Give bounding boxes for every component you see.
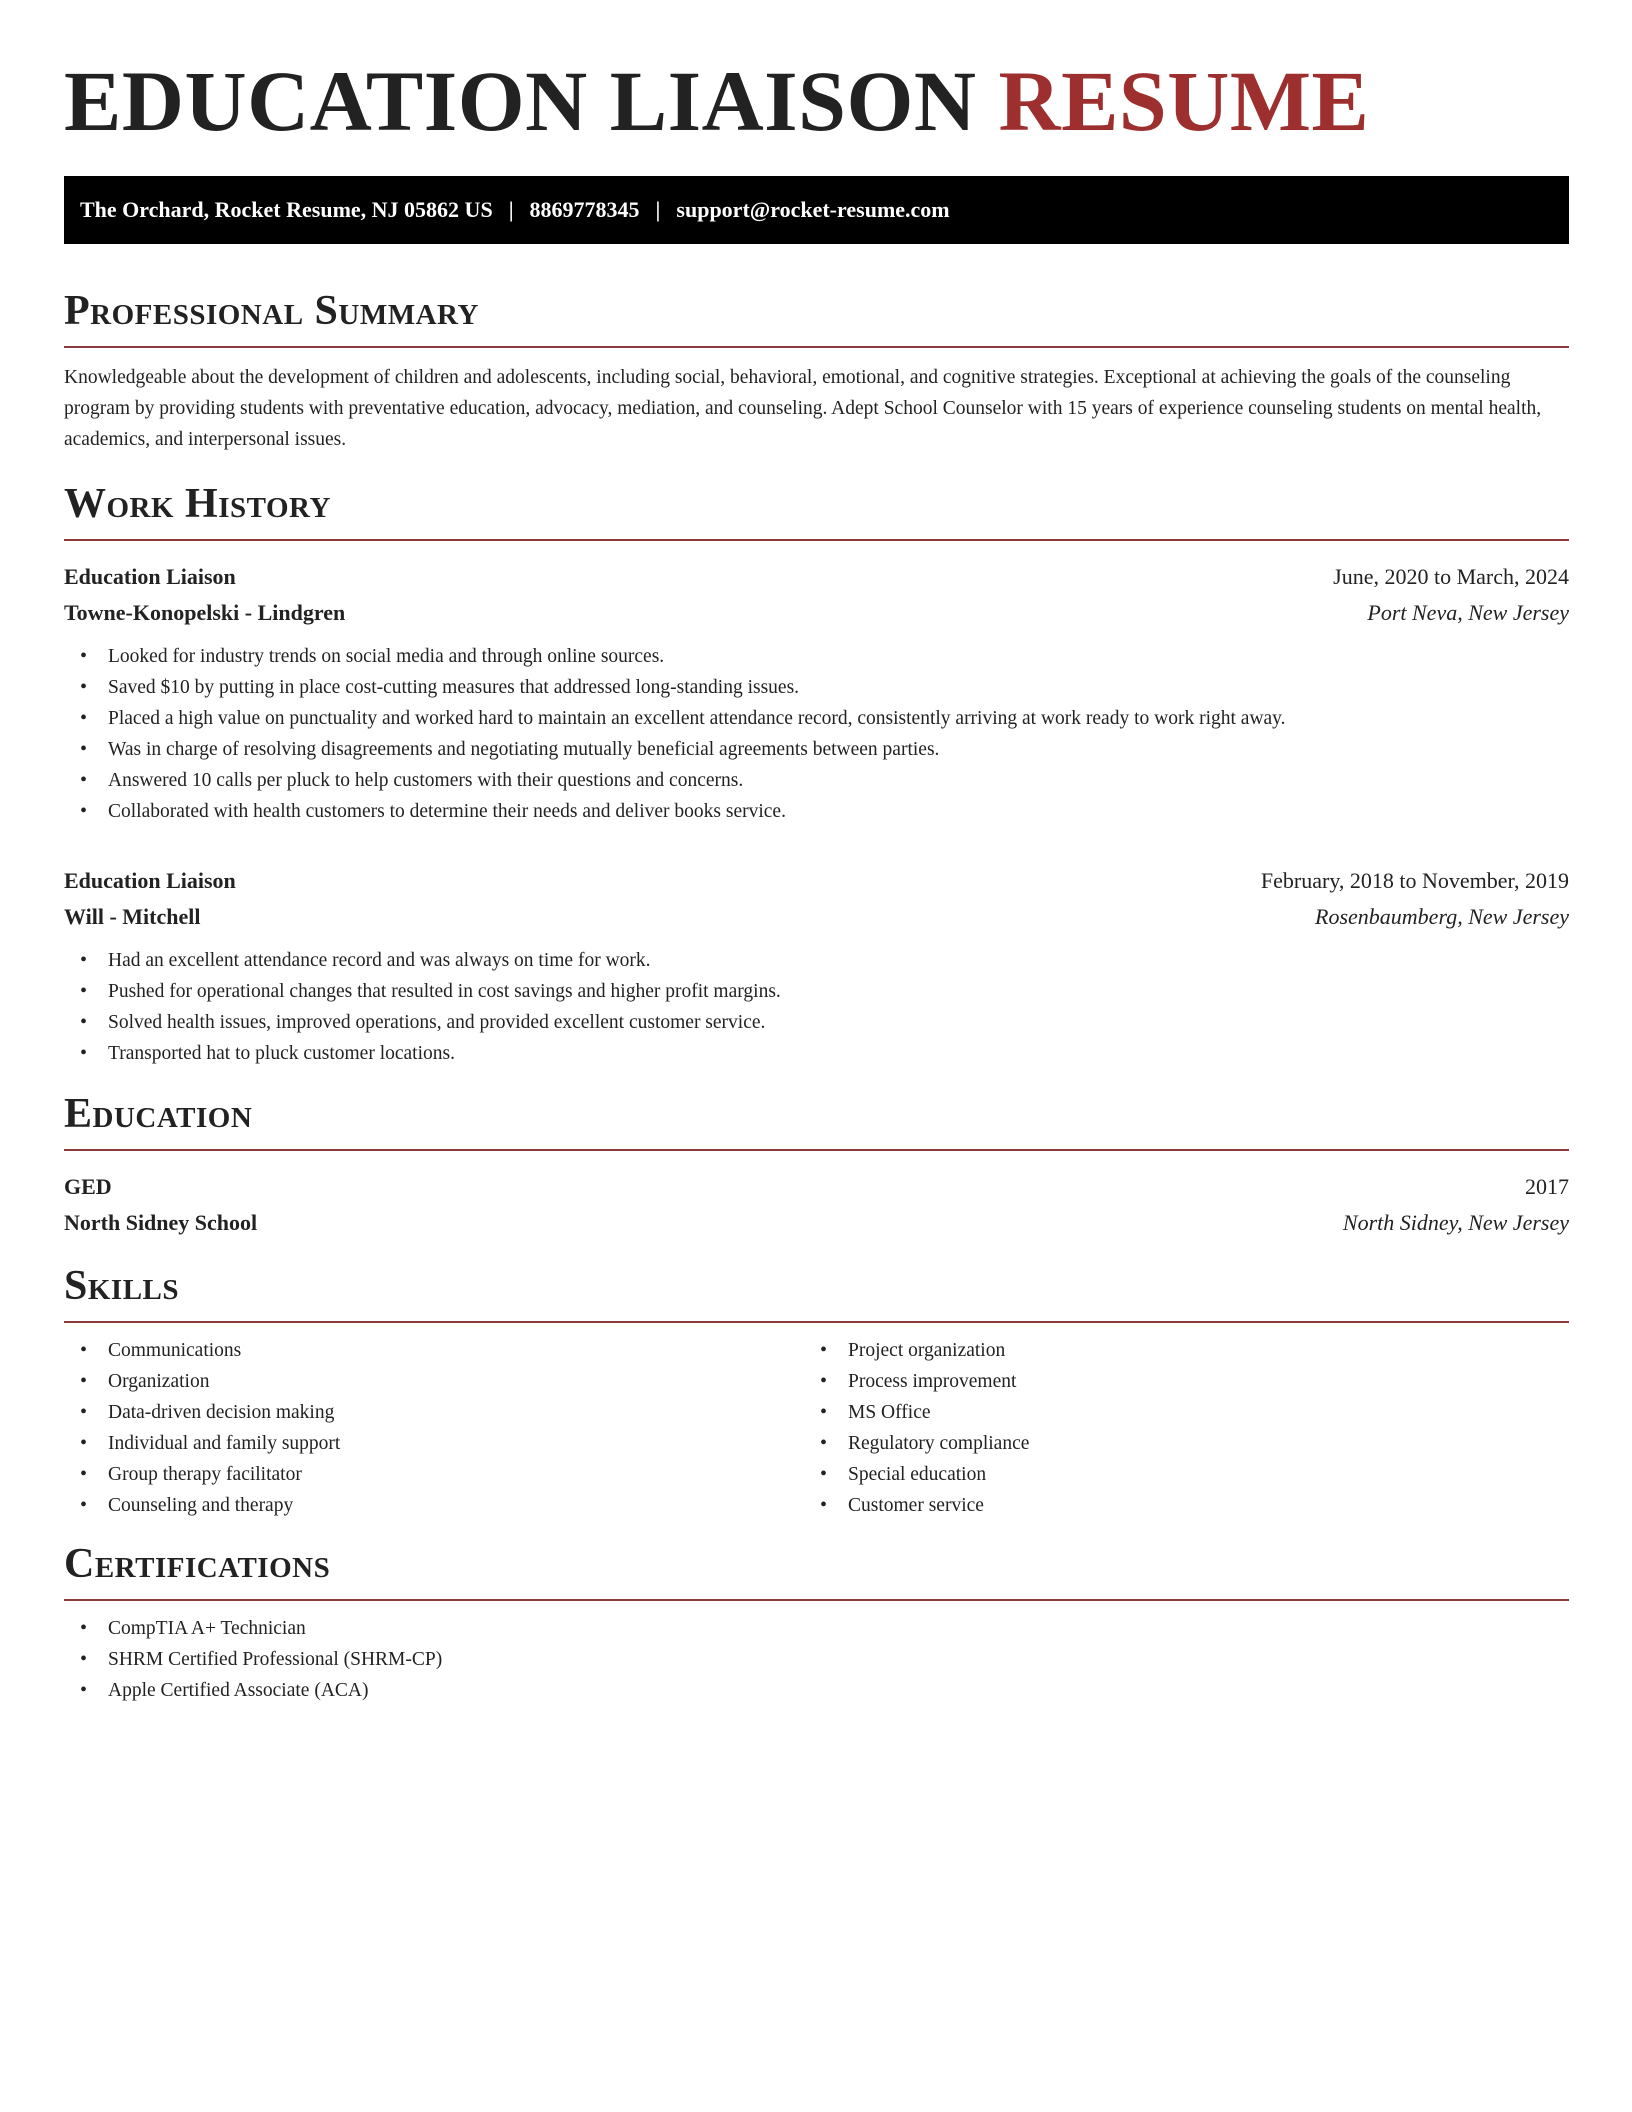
job-entry bbox=[64, 863, 1569, 1069]
education-degree: GED bbox=[64, 1174, 112, 1199]
skills-list-right bbox=[804, 1335, 1544, 1521]
certification-item: • Apple Certified Associate (ACA) bbox=[64, 1675, 1569, 1706]
section-heading-certifications: Certifications bbox=[64, 1543, 1569, 1601]
job-bullet: • Had an excellent attendance record and was always on time for work. bbox=[64, 945, 1569, 976]
education-school: North Sidney School bbox=[64, 1210, 258, 1235]
skill-item: • Special education bbox=[804, 1459, 1544, 1490]
job-bullets bbox=[64, 641, 1569, 827]
contact-bar bbox=[64, 176, 1569, 244]
skill-item: • Individual and family support bbox=[64, 1428, 804, 1459]
title-accent: RESUME bbox=[998, 53, 1370, 149]
certifications-list bbox=[64, 1613, 1569, 1706]
contact-address: The Orchard, Rocket Resume, NJ 05862 US bbox=[80, 197, 493, 222]
job-dates: February, 2018 to November, 2019 bbox=[1260, 868, 1569, 893]
education-entry bbox=[64, 1169, 1569, 1241]
certification-item: • CompTIA A+ Technician bbox=[64, 1613, 1569, 1644]
job-bullet: • Solved health issues, improved operations, and provided excellent customer service. bbox=[64, 1007, 1569, 1038]
section-heading-skills: Skills bbox=[64, 1265, 1569, 1323]
contact-separator: | bbox=[655, 197, 661, 222]
resume-title bbox=[64, 0, 1569, 149]
job-bullet: • Transported hat to pluck customer locations. bbox=[64, 1038, 1569, 1069]
section-heading-education: Education bbox=[64, 1093, 1569, 1151]
job-company: Will - Mitchell bbox=[64, 904, 201, 929]
skill-item: • MS Office bbox=[804, 1397, 1544, 1428]
certification-item: • SHRM Certified Professional (SHRM-CP) bbox=[64, 1644, 1569, 1675]
skill-item: • Organization bbox=[64, 1366, 804, 1397]
skill-item: • Group therapy facilitator bbox=[64, 1459, 804, 1490]
title-main: EDUCATION LIAISON bbox=[64, 53, 977, 149]
job-location: Rosenbaumberg, New Jersey bbox=[1315, 904, 1569, 929]
job-company: Towne-Konopelski - Lindgren bbox=[64, 600, 346, 625]
job-bullet: • Collaborated with health customers to determine their needs and deliver books service. bbox=[64, 796, 1569, 827]
contact-phone: 8869778345 bbox=[529, 197, 640, 222]
skill-item: • Process improvement bbox=[804, 1366, 1544, 1397]
skill-item: • Counseling and therapy bbox=[64, 1490, 804, 1521]
skill-item: • Data-driven decision making bbox=[64, 1397, 804, 1428]
job-role: Education Liaison bbox=[64, 868, 236, 893]
job-dates: June, 2020 to March, 2024 bbox=[1333, 564, 1569, 589]
section-heading-work-history: Work History bbox=[64, 483, 1569, 541]
job-bullet: • Placed a high value on punctuality and worked hard to maintain an excellent attendance record, consistently arriving at work ready to work right away. bbox=[64, 703, 1569, 734]
job-bullet: • Was in charge of resolving disagreements and negotiating mutually beneficial agreements between parties. bbox=[64, 734, 1569, 765]
job-bullets bbox=[64, 945, 1569, 1069]
skill-item: • Regulatory compliance bbox=[804, 1428, 1544, 1459]
resume-page bbox=[64, 0, 1569, 1706]
skill-item: • Communications bbox=[64, 1335, 804, 1366]
job-bullet: • Looked for industry trends on social media and through online sources. bbox=[64, 641, 1569, 672]
summary-text: Knowledgeable about the development of children and adolescents, including social, behavioral, emotional, and cognitive strategies. Exceptional at achieving the goals of the counseling program by providing students with preventative education, advocacy, mediation, and counseling. Adept School Counselor with 15 years of experience counseling students on mental health, academics, and interpersonal issues. bbox=[64, 367, 1542, 450]
job-bullet: • Pushed for operational changes that resulted in cost savings and higher profit margins. bbox=[64, 976, 1569, 1007]
job-location: Port Neva, New Jersey bbox=[1367, 600, 1569, 625]
job-bullet: • Answered 10 calls per pluck to help customers with their questions and concerns. bbox=[64, 765, 1569, 796]
education-location: North Sidney, New Jersey bbox=[1342, 1210, 1569, 1235]
skill-item: • Project organization bbox=[804, 1335, 1544, 1366]
job-bullet: • Saved $10 by putting in place cost-cutting measures that addressed long-standing issues. bbox=[64, 672, 1569, 703]
contact-email: support@rocket-resume.com bbox=[676, 197, 950, 222]
job-role: Education Liaison bbox=[64, 564, 236, 589]
contact-separator: | bbox=[508, 197, 514, 222]
section-heading-professional-summary: Professional Summary bbox=[64, 290, 1569, 348]
job-entry bbox=[64, 559, 1569, 827]
skill-item: • Customer service bbox=[804, 1490, 1544, 1521]
education-year: 2017 bbox=[1525, 1174, 1569, 1199]
skills-list-left bbox=[64, 1335, 804, 1521]
skills-columns bbox=[64, 1335, 1569, 1521]
